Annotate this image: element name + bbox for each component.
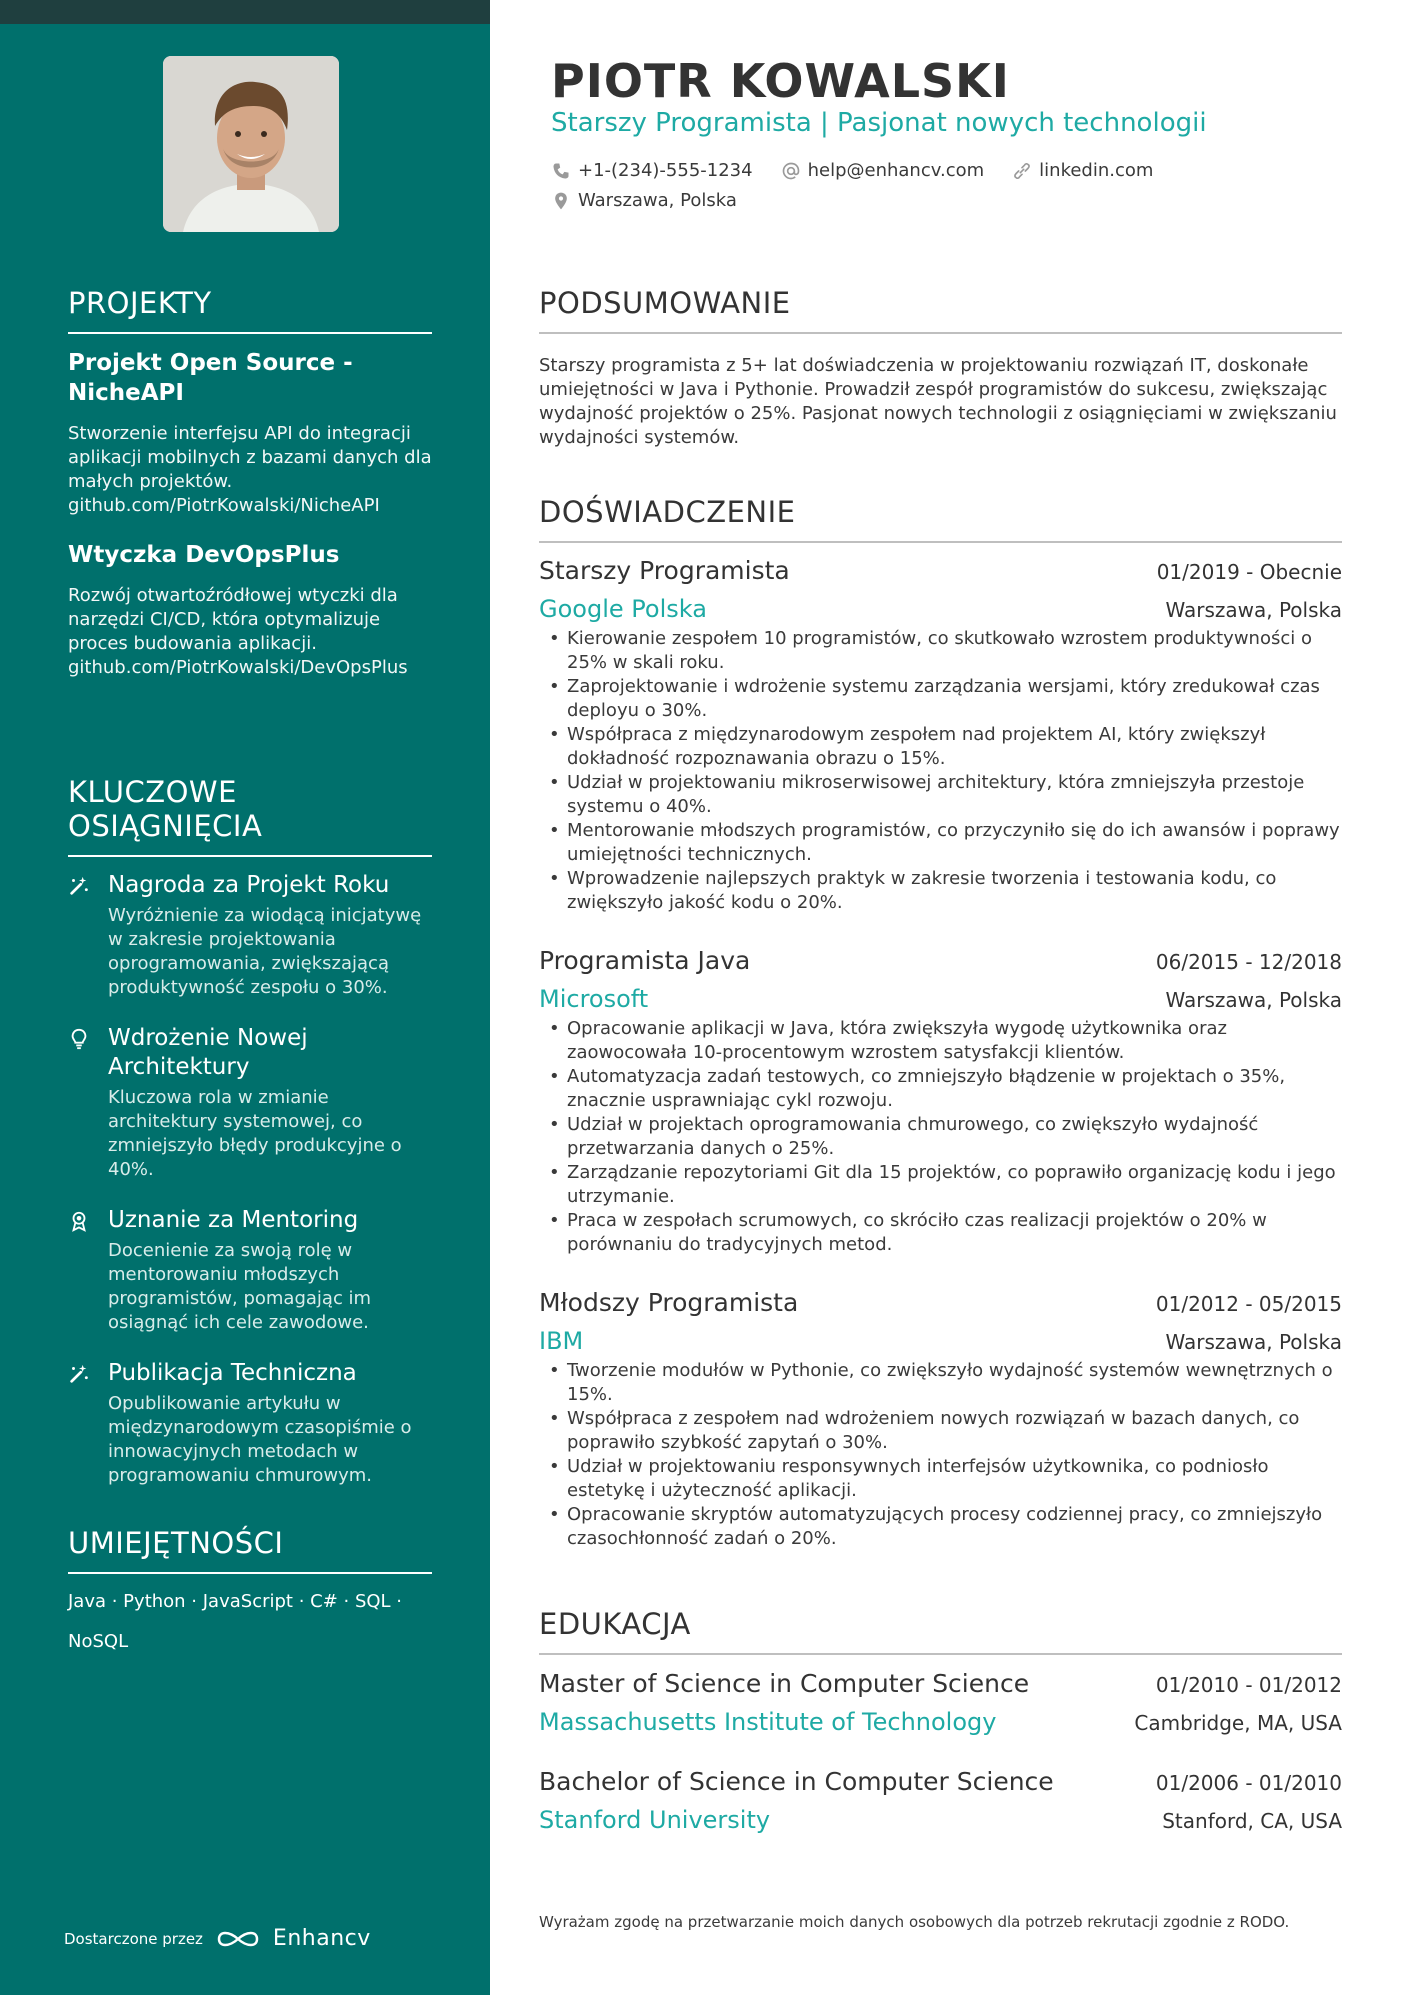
job-title: Programista Java <box>539 946 751 975</box>
education-entry <box>539 1767 1342 1834</box>
contact-location <box>551 190 737 211</box>
education-entry <box>539 1669 1342 1736</box>
footer-label: Dostarczone przez <box>64 1929 203 1948</box>
at-icon <box>781 161 801 181</box>
list-item: • Udział w projektowaniu mikroserwisowej architektury, która zmniejszyła przestoje systemu o 40%. <box>539 771 1342 819</box>
education-location: Cambridge, MA, USA <box>1134 1711 1342 1735</box>
sidebar <box>0 0 490 1995</box>
footer-brand-name: Enhancv <box>272 1926 371 1951</box>
company-name: IBM <box>539 1327 584 1355</box>
achievement-item <box>68 1359 432 1488</box>
degree-title: Master of Science in Computer Science <box>539 1669 1030 1698</box>
job-location: Warszawa, Polska <box>1165 988 1342 1012</box>
achievement-description: Opublikowanie artykułu w międzynarodowym czasopiśmie o innowacyjnych metodach w programowaniu chmurowym. <box>108 1393 412 1486</box>
job-bullets <box>539 1359 1342 1551</box>
achievement-item <box>68 871 432 1000</box>
summary-heading: PODSUMOWANIE <box>539 286 1342 334</box>
projects-heading: PROJEKTY <box>68 286 432 334</box>
skills-heading: UMIEJĘTNOŚCI <box>68 1526 432 1574</box>
candidate-tagline: Starszy Programista | Pasjonat nowych technologii <box>551 108 1207 138</box>
projects-section <box>68 286 432 680</box>
achievements-heading: KLUCZOWE OSIĄGNIĘCIA <box>68 775 432 857</box>
linkedin-text[interactable]: linkedin.com <box>1039 160 1154 181</box>
sidebar-top-bar <box>0 0 490 24</box>
location-pin-icon <box>551 191 571 211</box>
job-entry <box>539 1288 1342 1551</box>
list-item: • Wprowadzenie najlepszych praktyk w zakresie tworzenia i testowania kodu, co zwiększyło jakość kodu o 20%. <box>539 867 1342 915</box>
education-dates: 01/2006 - 01/2010 <box>1155 1771 1342 1795</box>
skills-section <box>68 1526 432 1662</box>
project-item <box>68 348 432 518</box>
achievement-description: Kluczowa rola w zmianie architektury systemowej, co zmniejszyło błędy produkcyjne o 40%. <box>108 1087 402 1180</box>
profile-photo <box>163 56 339 232</box>
company-name: Google Polska <box>539 595 707 623</box>
link-icon <box>1012 161 1032 181</box>
magic-wand-icon <box>68 875 90 897</box>
skills-list <box>68 1582 432 1662</box>
phone-icon <box>551 161 571 181</box>
lightbulb-icon <box>68 1028 90 1050</box>
email-text[interactable]: help@enhancv.com <box>807 160 985 181</box>
education-location: Stanford, CA, USA <box>1162 1809 1342 1833</box>
list-item: • Opracowanie aplikacji w Java, która zwiększyła wygodę użytkownika oraz zaowocowała 10-procentowym wzrostem satysfakcji klientów. <box>539 1017 1342 1065</box>
project-title: Projekt Open Source - NicheAPI <box>68 350 353 406</box>
achievement-item <box>68 1024 432 1182</box>
summary-section <box>539 286 1342 450</box>
list-item: • Udział w projektowaniu responsywnych interfejsów użytkownika, co podniosło estetykę i użyteczność aplikacji. <box>539 1455 1342 1503</box>
project-item <box>68 540 432 680</box>
job-location: Warszawa, Polska <box>1165 1330 1342 1354</box>
achievement-item <box>68 1206 432 1335</box>
job-bullets <box>539 627 1342 915</box>
list-item: • Mentorowanie młodszych programistów, co przyczyniło się do ich awansów i poprawy umiejętności technicznych. <box>539 819 1342 867</box>
list-item: • Opracowanie skryptów automatyzujących procesy codziennej pracy, co zmniejszyło czasochłonność zadań o 20%. <box>539 1503 1342 1551</box>
list-item: • Zaprojektowanie i wdrożenie systemu zarządzania wersjami, który zredukował czas deployu o 30%. <box>539 675 1342 723</box>
achievements-section <box>68 775 432 1488</box>
location-text: Warszawa, Polska <box>578 190 737 211</box>
list-item: • Automatyzacja zadań testowych, co zmniejszyło błądzenie w projektach o 35%, znacznie usprawniając cykl rozwoju. <box>539 1065 1342 1113</box>
education-dates: 01/2010 - 01/2012 <box>1155 1673 1342 1697</box>
project-description: Rozwój otwartoźródłowej wtyczki dla narzędzi CI/CD, która optymalizuje proces budowania aplikacji. github.com/PiotrKowalski/DevOpsPlus <box>68 585 408 678</box>
school-name: Massachusetts Institute of Technology <box>539 1708 997 1736</box>
list-item: • Współpraca z zespołem nad wdrożeniem nowych rozwiązań w bazach danych, co poprawiło szybkość zapytań o 30%. <box>539 1407 1342 1455</box>
achievement-title: Uznanie za Mentoring <box>108 1207 359 1233</box>
contact-phone <box>551 160 1153 181</box>
list-item: • Tworzenie modułów w Pythonie, co zwiększyło wydajność systemów wewnętrznych o 15%. <box>539 1359 1342 1407</box>
award-icon <box>68 1210 90 1232</box>
job-entry <box>539 556 1342 915</box>
project-title: Wtyczka DevOpsPlus <box>68 542 340 568</box>
phone-text: +1-(234)-555-1234 <box>578 160 753 181</box>
job-dates: 06/2015 - 12/2018 <box>1155 950 1342 974</box>
summary-text: Starszy programista z 5+ lat doświadczenia w projektowaniu rozwiązań IT, doskonałe umiejętności w Java i Pythonie. Prowadził zespół programistów do sukcesu, zwiększając wydajność projektów o 25%. Pasjonat nowych technologii z osiągnięciami w zwiększaniu wydajności systemów. <box>539 355 1337 448</box>
job-bullets <box>539 1017 1342 1257</box>
candidate-name: PIOTR KOWALSKI <box>551 54 1010 108</box>
education-heading: EDUKACJA <box>539 1607 1342 1655</box>
experience-heading: DOŚWIADCZENIE <box>539 495 1342 543</box>
achievement-title: Publikacja Techniczna <box>108 1360 357 1386</box>
achievement-title: Nagroda za Projekt Roku <box>108 872 390 898</box>
project-description: Stworzenie interfejsu API do integracji aplikacji mobilnych z bazami danych dla małych projektów. github.com/PiotrKowalski/NicheAPI <box>68 423 432 516</box>
achievement-description: Docenienie za swoją rolę w mentorowaniu młodszych programistów, pomagając im osiągnąć ich cele zawodowe. <box>108 1240 372 1333</box>
skills-line: Java · Python · JavaScript · C# · SQL · <box>68 1591 403 1612</box>
magic-wand-icon <box>68 1363 90 1385</box>
list-item: • Udział w projektach oprogramowania chmurowego, co zwiększyło wydajność przetwarzania danych o 25%. <box>539 1113 1342 1161</box>
list-item: • Kierowanie zespołem 10 programistów, co skutkowało wzrostem produktywności o 25% w skali roku. <box>539 627 1342 675</box>
job-entry <box>539 946 1342 1257</box>
job-location: Warszawa, Polska <box>1165 598 1342 622</box>
achievement-title: Wdrożenie Nowej Architektury <box>108 1025 308 1080</box>
education-section <box>539 1607 1342 1655</box>
footer-brand <box>64 1926 371 1951</box>
enhancv-logo-icon <box>215 1927 261 1951</box>
experience-section <box>539 495 1342 543</box>
job-dates: 01/2012 - 05/2015 <box>1155 1292 1342 1316</box>
list-item: • Współpraca z międzynarodowym zespołem nad projektem AI, który zwiększył dokładność rozpoznawania obrazu o 15%. <box>539 723 1342 771</box>
school-name: Stanford University <box>539 1806 771 1834</box>
job-title: Starszy Programista <box>539 556 790 585</box>
achievement-description: Wyróżnienie za wiodącą inicjatywę w zakresie projektowania oprogramowania, zwiększającą produktywność zespołu o 30%. <box>108 905 422 998</box>
skills-line: NoSQL <box>68 1631 129 1652</box>
company-name: Microsoft <box>539 985 649 1013</box>
job-title: Młodszy Programista <box>539 1288 799 1317</box>
degree-title: Bachelor of Science in Computer Science <box>539 1767 1054 1796</box>
job-dates: 01/2019 - Obecnie <box>1156 560 1342 584</box>
list-item: • Zarządzanie repozytoriami Git dla 15 projektów, co poprawiło organizację kodu i jego utrzymanie. <box>539 1161 1342 1209</box>
consent-note: Wyrażam zgodę na przetwarzanie moich danych osobowych dla potrzeb rekrutacji zgodnie z RODO. <box>539 1913 1290 1931</box>
list-item: • Praca w zespołach scrumowych, co skróciło czas realizacji projektów o 20% w porównaniu do tradycyjnych metod. <box>539 1209 1342 1257</box>
